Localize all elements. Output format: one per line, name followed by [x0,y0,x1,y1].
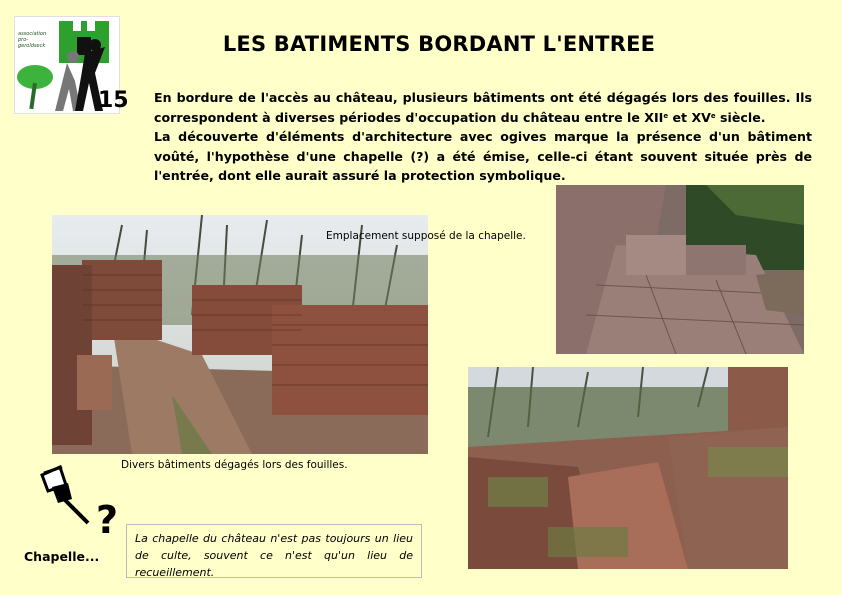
logo-text: association pro-geroldseck [18,31,47,49]
photo-ruins-overview [468,367,788,569]
intro-text [154,88,812,186]
photo-ruins-buildings [52,215,428,454]
chapel-label: Chapelle... [24,549,100,564]
question-mark: ? [96,498,119,542]
chapel-note-box: La chapelle du château n'est pas toujours un lieu de culte, souvent ce n'est qu'un lieu de recueillement. [126,524,422,578]
photo-chapel-location [556,185,804,354]
caption-buildings: Divers bâtiments dégagés lors des fouilles. [121,459,348,471]
intro-paragraph-2: La découverte d'éléments d'architecture avec ogives marque la présence d'un bâtiment voûté, l'hypothèse d'une chapelle (?) a été émise, celle-ci étant souvent située près de l'entrée, dont elle aurait assuré la protection symbolique. [154,129,812,184]
push-pin-icon [38,465,100,529]
page-number: 15 [98,88,129,113]
page-title: LES BATIMENTS BORDANT L'ENTREE [222,32,656,56]
intro-paragraph-1: En bordure de l'accès au château, plusieurs bâtiments ont été dégagés lors des fouilles. Ils correspondent à diverses périodes d'occupation du château entre le XIIe et XVe siècle. [154,90,812,125]
caption-chapel-location: Emplacement supposé de la chapelle. [326,230,526,242]
